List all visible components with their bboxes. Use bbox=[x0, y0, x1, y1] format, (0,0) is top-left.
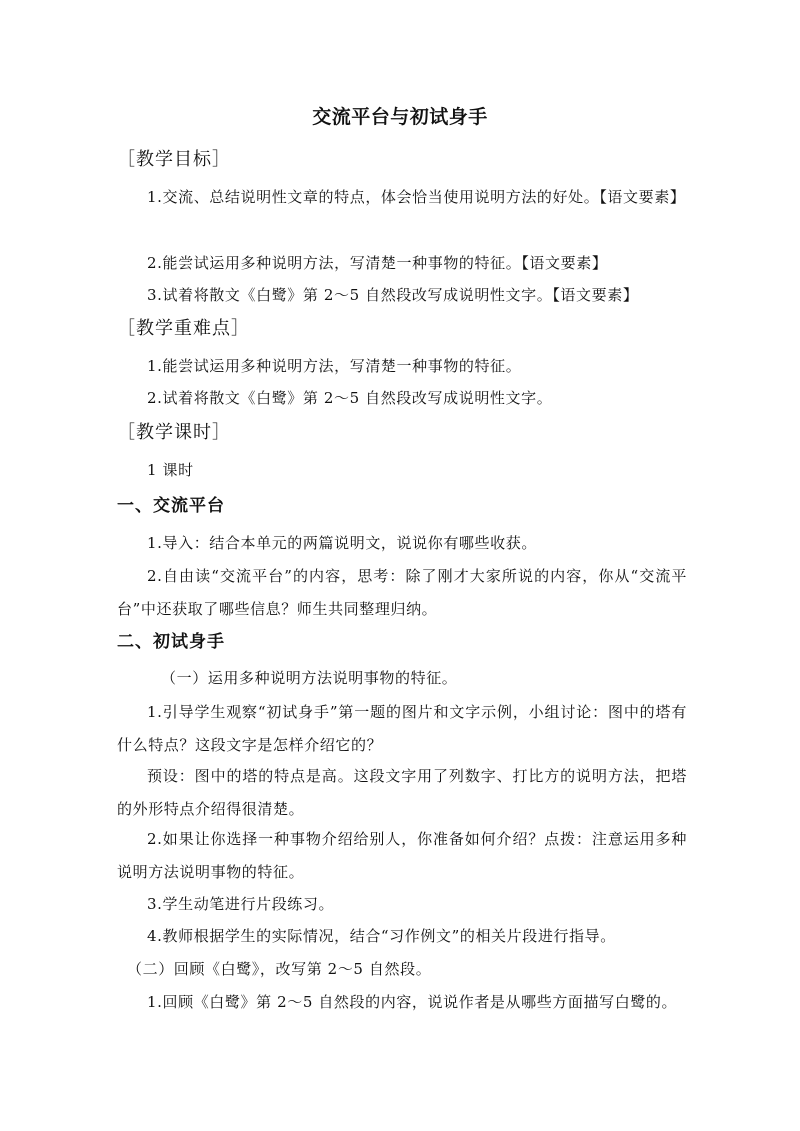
part-one-item-1: 1.导入：结合本单元的两篇说明文，说说你有哪些收获。 bbox=[147, 534, 537, 552]
objective-item-3: 3.试着将散文《白鹭》第 2～5 自然段改写成说明性文字。【语文要素】 bbox=[147, 286, 639, 304]
part-two-heading: 二、初试身手 bbox=[117, 632, 225, 652]
part-two-item-1: 1.引导学生观察“初试身手”第一题的图片和文字示例，小组讨论：图中的塔有什么特点？这段文字是怎样介绍它的？ bbox=[117, 703, 687, 754]
part-two-sub2: （二）回顾《白鹭》，改写第 2～5 自然段。 bbox=[127, 960, 432, 978]
part-two-sub1: （一）运用多种说明方法说明事物的特征。 bbox=[161, 669, 458, 687]
key-point-item-1: 1.能尝试运用多种说明方法，写清楚一种事物的特征。 bbox=[147, 357, 522, 375]
objective-item-2: 2.能尝试运用多种说明方法，写清楚一种事物的特征。【语文要素】 bbox=[147, 254, 608, 272]
objective-item-1: 1.交流、总结说明性文章的特点，体会恰当使用说明方法的好处。【语文要素】 bbox=[147, 188, 686, 206]
key-points-heading: ［教学重难点］ bbox=[117, 318, 250, 339]
key-point-item-2: 2.试着将散文《白鹭》第 2～5 自然段改写成说明性文字。 bbox=[147, 389, 553, 407]
objectives-heading: ［教学目标］ bbox=[117, 149, 231, 170]
hours-value: 1 课时 bbox=[147, 461, 194, 479]
part-one-item-2: 2.自由读“交流平台”的内容，思考：除了刚才大家所说的内容，你从“交流平台”中还获取了哪些信息？师生共同整理归纳。 bbox=[117, 567, 687, 618]
part-one-heading: 一、交流平台 bbox=[117, 496, 225, 516]
hours-heading: ［教学课时］ bbox=[117, 422, 231, 443]
part-two-item-3: 3.学生动笔进行片段练习。 bbox=[147, 895, 335, 913]
part-two-sub2-item-1: 1.回顾《白鹭》第 2～5 自然段的内容，说说作者是从哪些方面描写白鹭的。 bbox=[147, 993, 678, 1011]
document-title: 交流平台与初试身手 bbox=[312, 106, 488, 128]
part-two-item-2: 2.如果让你选择一种事物介绍给别人，你准备如何介绍？点拨：注意运用多种说明方法说明事物的特征。 bbox=[117, 830, 687, 881]
part-two-preset: 预设：图中的塔的特点是高。这段文字用了列数字、打比方的说明方法，把塔的外形特点介绍得很清楚。 bbox=[117, 767, 687, 818]
part-two-item-4: 4.教师根据学生的实际情况，结合“习作例文”的相关片段进行指导。 bbox=[147, 927, 616, 945]
